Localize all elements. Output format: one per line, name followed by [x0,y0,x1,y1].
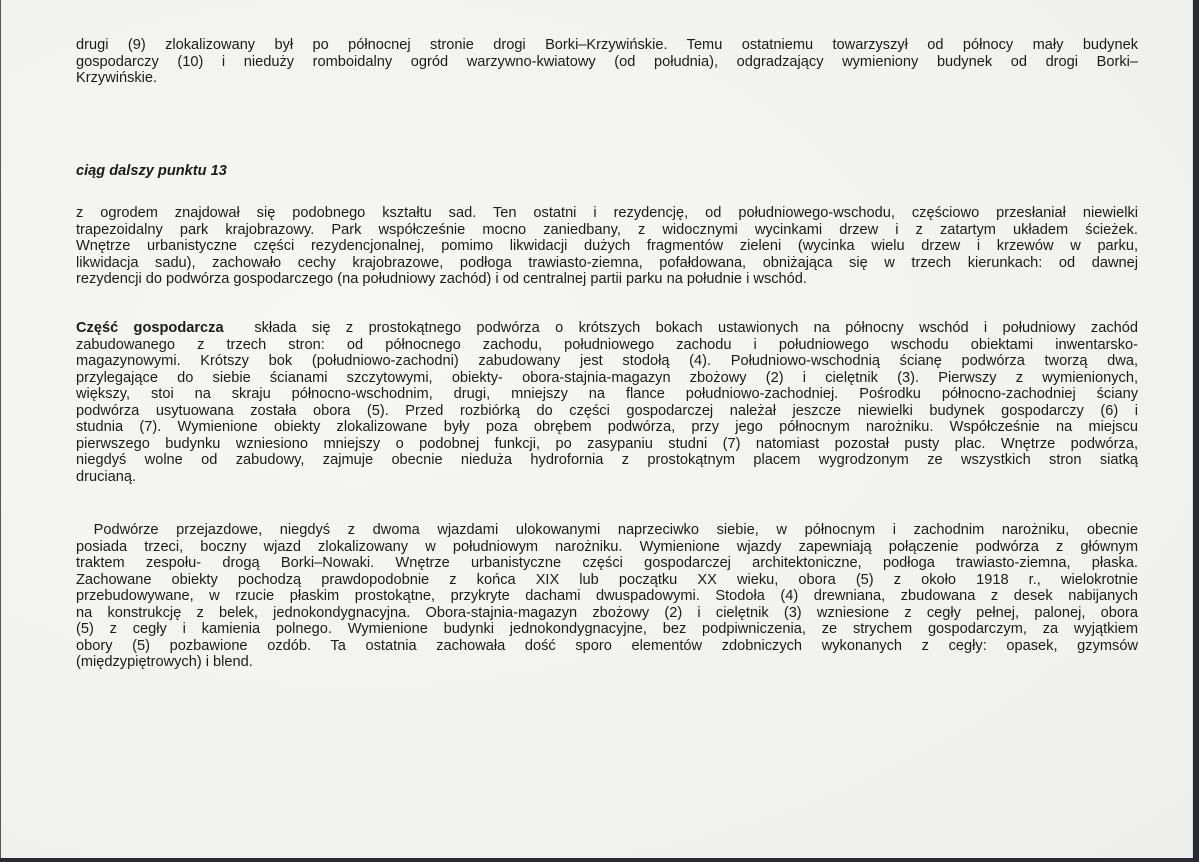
text-line: obory (5) pozbawione ozdób. Ta ostatnia zachowała dość sporo elementów zdobniczych wykonanych z cegły: opasek, gzymsów [76,637,1138,654]
text-line: przylegające do siebie ścianami szczytowymi, obiekty- obora-stajnia-magazyn zbożowy (2) i cielętnik (3). Pierwszy z wymienionych, [76,369,1138,386]
text-line: gospodarczy (10) i nieduży romboidalny ogród warzywno-kwiatowy (od południa), odgradzający wymieniony budynek od drogi Borki– [76,53,1138,70]
paragraph-courtyard [76,522,1138,671]
text-line: podwórza usytuowana została obora (5). Przed rozbiórką do części gospodarczej należał jeszcze niewielki budynek gospodarczy (6) i [76,402,1138,419]
section-heading: ciąg dalszy punktu 13 [76,163,227,179]
text-line: posiada trzeci, boczny wjazd zlokalizowany w południowym narożniku. Wymienione wjazdy zapewniają połączenie podwórza z głównym [76,538,1138,555]
text-line: drugi (9) zlokalizowany był po północnej stronie drogi Borki–Krzywińskie. Temu ostatniemu towarzyszył od północy mały budynek [76,37,1138,53]
text-line: traktem zespołu- drogą Borki–Nowaki. Wnętrze urbanistyczne części gospodarczej architektoniczne, podłoga trawiasto-ziemna, płaska. [76,555,1138,571]
text-line: trapezoidalny park krajobrazowy. Park współcześnie mocno zaniedbany, z widocznymi wycinkami drzew i z zatartym układem ścieżek. [76,221,1138,238]
paragraph-farm [76,320,1138,485]
lead-line-rest: składa się z prostokątnego podwórza o krótszych bokach ustawionych na północny wschód i południowy zachód [223,320,1138,336]
text-line: likwidacja sadu), zachowało cechy krajobrazowe, podłoga trawiasto-ziemna, pofałdowana, obniżająca się w trzech kierunkach: od dawnej [76,254,1138,271]
scan-border-left [0,0,1,862]
text-line: (5) z cegły i kamienia polnego. Wymienione budynki jednokondygnacyjne, bez podpiwniczenia, ze strychem gospodarczym, za wyjątkiem [76,621,1138,637]
text-line: Podwórze przejazdowe, niegdyś z dwoma wjazdami ulokowanymi naprzeciwko siebie, w północnym i zachodnim narożniku, obecnie [76,522,1138,538]
text-line: z ogrodem znajdował się podobnego kształtu sad. Ten ostatni i rezydencję, od południowego-wschodu, częściowo przesłaniał niewielki [76,205,1138,221]
text-line: niegdyś wolne od zabudowy, zajmuje obecnie nieduża hydrofornia z prostokątnym placem wygrodzonym ze wszystkich stron siatką [76,452,1138,468]
bold-lead-term: Część gospodarcza [76,320,224,336]
intro-paragraph [76,37,1138,87]
text-line: na konstrukcję z belek, jednokondygnacyjna. Obora-stajnia-magazyn zbożowy (2) i cielętnik (3) wzniesione z cegły pełnej, palonej, obora [76,604,1138,621]
text-line: zabudowanego z trzech stron: od północnego zachodu, południowego zachodu i południowego wschodu obiektami inwentarsko- [76,336,1138,353]
text-line: przebudowywane, w rzucie płaskim prostokątne, przykryte dachami dwuspadowymi. Stodoła (4) drewniana, zbudowana z desek nabijanych [76,588,1138,604]
text-line: większy, stoi na skraju północno-wschodnim, drugi, mniejszy na flance południowo-zachodniej. Pośrodku północno-zachodniej ściany [76,386,1138,402]
text-line: pierwszego budynku wzniesiono mniejszy o podobnej funkcji, po zasypaniu studni (7) natomiast pozostał pusty plac. Wnętrze podwórza, [76,435,1138,452]
scan-border-right [1193,0,1199,862]
scan-border-bottom [0,858,1199,862]
text-line: Wnętrze urbanistyczne części rezydencjonalnej, pomimo likwidacji dużych fragmentów zieleni (wycinka wielu drzew i krzewów w parku, [76,238,1138,254]
text-line: Zachowane obiekty pochodzą prawdopodobnie z końca XIX lub początku XX wieku, obora (5) z około 1918 r., wielokrotnie [76,571,1138,588]
paragraph-residential [76,205,1138,288]
text-line: Krzywińskie. [76,70,158,86]
text-line-lead [76,320,1138,337]
text-line: magazynowymi. Krótszy bok (południowo-zachodni) zabudowany jest stodołą (4). Południowo-wschodnią ścianę podwórza tworzą dwa, [76,353,1138,369]
text-line: drucianą. [76,468,137,485]
text-line: (międzypiętrowych) i blend. [76,654,253,670]
text-line: studnia (7). Wymienione obiekty zlokalizowane były poza obrębem podwórza, przy jego północnym narożniku. Współcześnie na miejscu [76,419,1138,435]
text-line: rezydencji do podwórza gospodarczego (na południowy zachód) i od centralnej partii parku na południe i wschód. [76,271,807,287]
